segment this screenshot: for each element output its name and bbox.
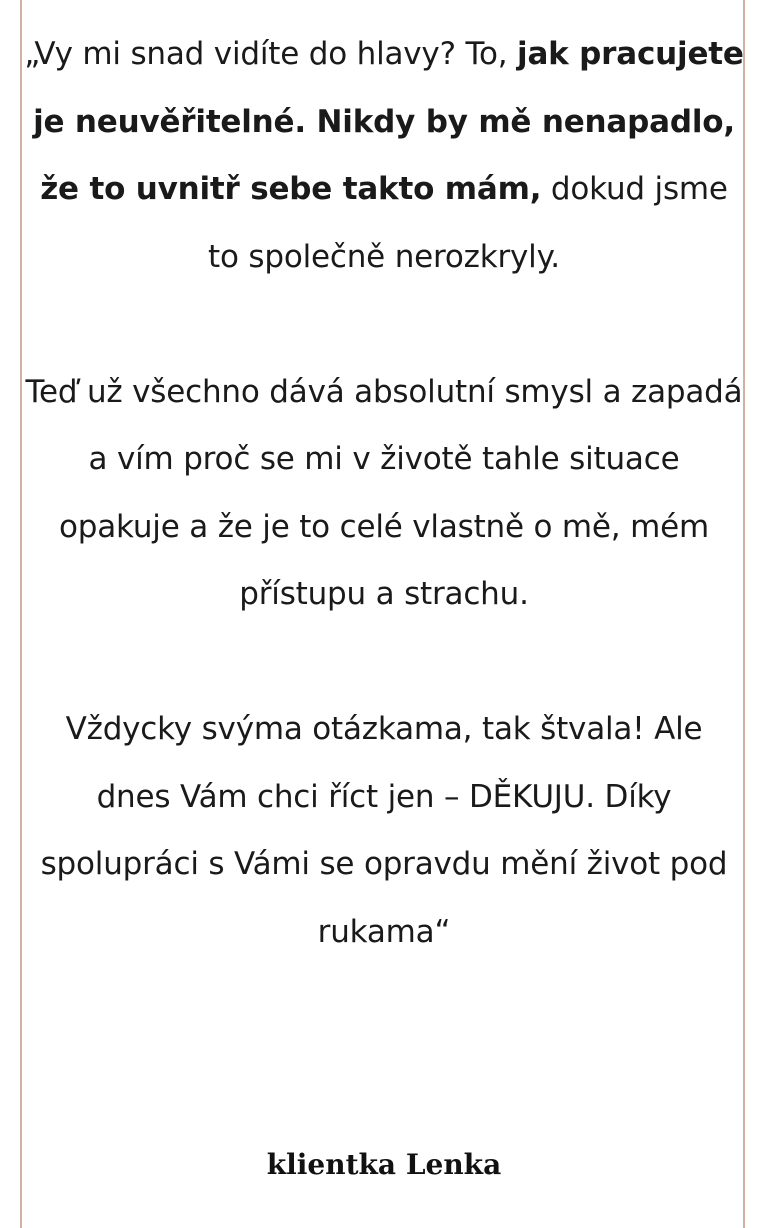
testimonial-author: klientka Lenka [266,1148,502,1181]
quote-paragraph-3: Vždycky svýma otázkama, tak štvala! Ale dnes Vám chci říct jen – DĚKUJU. Díky spolupráci s Vámi se opravdu mění život pod rukama“ [40,711,728,950]
quote-paragraph-1 [24,21,744,291]
paragraph-spacer [24,629,744,697]
quote-paragraph-2: Teď už všechno dává absolutní smysl a zapadá a vím proč se mi v životě tahle situace opakuje a že je to celé vlastně o mě, mém přístupu a strachu. [25,373,743,612]
quote-text-intro: „Vy mi snad vidíte do hlavy? To, [24,36,518,72]
testimonial-quote [24,21,744,966]
quote-text-continuation: dokud jsme to společně nerozkryly. [208,171,728,275]
quote-text-emphasis: jak pracujete je neuvěřitelné. Nikdy by mě nenapadlo, že to uvnitř sebe takto mám, [33,36,744,207]
paragraph-spacer [24,291,744,359]
